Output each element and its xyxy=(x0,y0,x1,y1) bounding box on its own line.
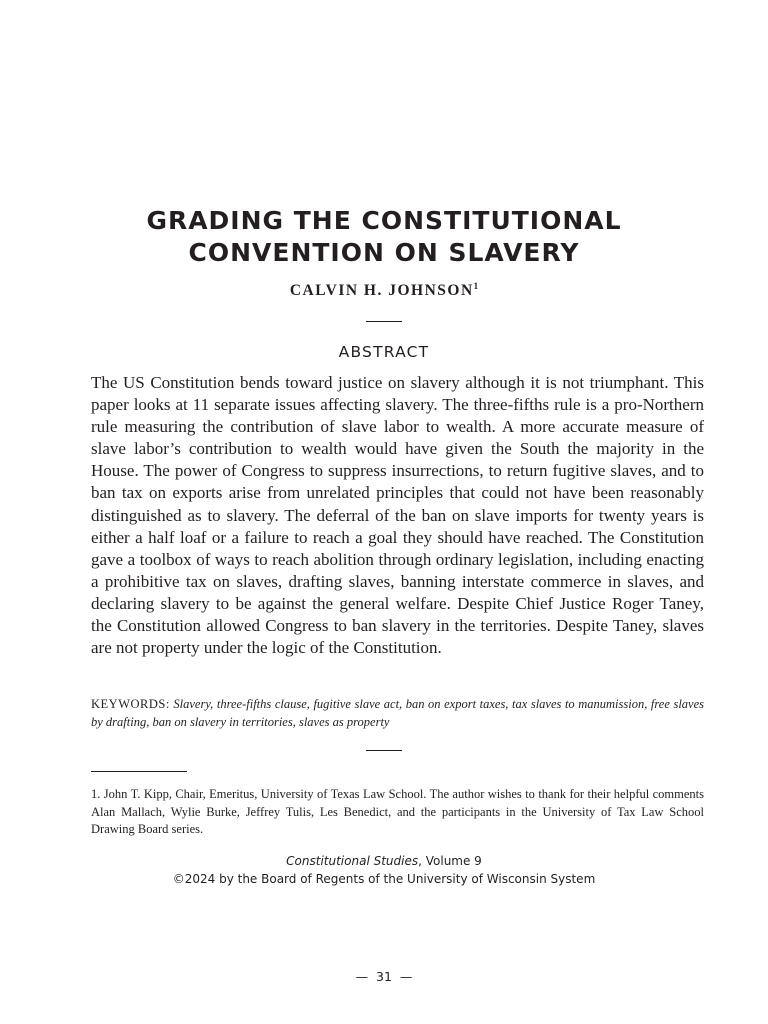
journal-citation xyxy=(0,853,768,871)
page-number-value: 31 xyxy=(376,969,392,984)
article-title xyxy=(0,205,768,269)
title-divider xyxy=(366,321,402,322)
journal-copyright: ©2024 by the Board of Regents of the University of Wisconsin System xyxy=(172,871,596,886)
article-title-line-2: CONVENTION ON SLAVERY xyxy=(188,238,580,267)
page-number xyxy=(0,969,768,984)
author-name: CALVIN H. JOHNSON xyxy=(289,282,474,300)
keywords-label: KEYWORDS: xyxy=(91,697,170,711)
keywords xyxy=(91,695,704,731)
author-byline xyxy=(0,281,768,300)
page-number-dash-right: — xyxy=(399,969,413,984)
keywords-text: Slavery, three-fifths clause, fugitive slave act, ban on export taxes, tax slaves to manumission, free slaves by drafting, ban on slavery in territories, slaves as property xyxy=(91,697,705,729)
abstract-body: The US Constitution bends toward justice on slavery although it is not triumphant. This paper looks at 11 separate issues affecting slavery. The three-fifths rule is a pro-Northern rule measuring the contribution of slave labor to wealth. A more accurate measure of slave labor’s contribution to wealth would have given the South the majority in the House. The power of Congress to suppress insurrections, to return fugitive slaves, and to ban tax on exports arise from unrelated principles that could not have been reasonably distinguished as to slavery. The deferral of the ban on slave imports for twenty years is either a half loaf or a failure to reach a goal they should have reached. The Constitution gave a toolbox of ways to reach abolition through ordinary legislation, including enacting a prohibitive tax on slaves, drafting slaves, banning interstate commerce in slaves, and declaring slavery to be against the general welfare. Despite Chief Justice Roger Taney, the Constitution allowed Congress to ban slavery in the territories. Despite Taney, slaves are not property under the logic of the Constitution. xyxy=(91,373,704,658)
footnote: 1. John T. Kipp, Chair, Emeritus, University of Texas Law School. The author wishes to thank for their helpful comments Alan Mallach, Wylie Burke, Jeffrey Tulis, Les Benedict, and the participants in the University of Tax Law School Drawing Board series. xyxy=(91,787,704,836)
journal-info xyxy=(0,853,768,888)
page-number-dash-left: — xyxy=(355,969,369,984)
author-footnote-mark[interactable]: 1 xyxy=(473,281,479,291)
abstract-divider xyxy=(366,750,402,751)
journal-name: Constitutional Studies xyxy=(286,854,419,868)
abstract-heading: ABSTRACT xyxy=(338,343,430,361)
journal-volume: , Volume 9 xyxy=(418,854,482,868)
article-title-line-1: GRADING THE CONSTITUTIONAL xyxy=(146,206,622,235)
footnote-rule xyxy=(91,771,187,772)
